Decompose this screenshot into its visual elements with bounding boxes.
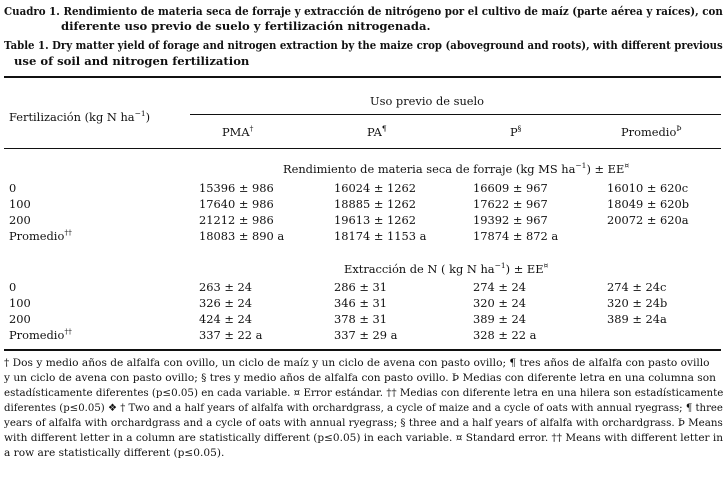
table-cell: 18049 ± 620b bbox=[607, 197, 690, 211]
group-rule bbox=[190, 114, 721, 115]
caption-en-line2: use of soil and nitrogen fertilization bbox=[14, 54, 250, 68]
row-label: 200 bbox=[9, 213, 31, 227]
table-cell: 16010 ± 620c bbox=[607, 181, 689, 195]
fertilization-header: Fertilización (kg N $ha^{-1}$) bbox=[9, 109, 151, 124]
table-cell: 21212 ± 986 bbox=[199, 213, 274, 227]
table-cell: 19392 ± 967 bbox=[473, 213, 548, 227]
table-cell: 274 ± 24c bbox=[607, 280, 667, 294]
row-label: 100 bbox=[9, 296, 31, 310]
header-rule bbox=[4, 148, 721, 149]
footnote-line: † Dos y medio años de alfalfa con ovillo, un ciclo de maíz y un ciclo de avena con pasto ovillo; ¶ tres años de alfalfa con pasto ovillo bbox=[4, 357, 710, 369]
table-cell: 389 ± 24a bbox=[607, 312, 667, 326]
footnote-line: years of alfalfa with orchardgrass and a cycle of oats with annual ryegrass; § three and a half years of alfalfa with orchardgrass. Þ Means bbox=[4, 417, 723, 429]
table-cell: 18083 ± 890 a bbox=[199, 229, 285, 243]
table-cell: 337 ± 29 a bbox=[334, 328, 398, 342]
col-header-p: P§ bbox=[510, 124, 522, 139]
table-cell: 16024 ± 1262 bbox=[334, 181, 417, 195]
table-cell: 19613 ± 1262 bbox=[334, 213, 417, 227]
table-cell: 17640 ± 986 bbox=[199, 197, 274, 211]
row-label: 100 bbox=[9, 197, 31, 211]
table-cell: 18174 ± 1153 a bbox=[334, 229, 427, 243]
table-cell: 346 ± 31 bbox=[334, 296, 388, 310]
footnote-line: y un ciclo de avena con pasto ovillo; § tres y medio años de alfalfa con pasto ovillo. Þ Medias con diferente letra en una columna son bbox=[4, 372, 716, 384]
row-label: 0 bbox=[9, 280, 17, 294]
table-cell: 274 ± 24 bbox=[473, 280, 527, 294]
footnote-line: with different letter in a column are statistically different (p≤0.05) in each variable. ¤ Standard error. †† Means with different letter in bbox=[4, 432, 724, 444]
row-label-promedio: Promedio†† bbox=[9, 327, 72, 342]
col-header-promedio: Promedio$^Þ$ bbox=[621, 124, 682, 139]
table-cell: 263 ± 24 bbox=[199, 280, 253, 294]
table-cell: 17874 ± 872 a bbox=[473, 229, 559, 243]
table-cell: 286 ± 31 bbox=[334, 280, 388, 294]
table-cell: 328 ± 22 a bbox=[473, 328, 537, 342]
table-cell: 17622 ± 967 bbox=[473, 197, 548, 211]
col-header-pma: PMA† bbox=[222, 124, 254, 139]
row-label: 0 bbox=[9, 181, 17, 195]
table-cell: 16609 ± 967 bbox=[473, 181, 548, 195]
table-cell: 15396 ± 986 bbox=[199, 181, 274, 195]
table-cell: 320 ± 24 bbox=[473, 296, 527, 310]
table-cell: 326 ± 24 bbox=[199, 296, 253, 310]
soil-use-header: Uso previo de suelo bbox=[370, 94, 485, 108]
footnote-line: a row are statistically different (p≤0.05). bbox=[4, 447, 225, 459]
footnote-line: diferentes (p≤0.05) ❖ † Two and a half years of alfalfa with orchardgrass, a cycle of maize and a cycle of oats with annual ryegrass; ¶ three bbox=[4, 402, 723, 414]
table-cell: 18885 ± 1262 bbox=[334, 197, 417, 211]
bottom-rule bbox=[4, 349, 721, 351]
top-rule bbox=[4, 76, 721, 78]
section2-title: Extracción de N ( kg N $ha^{-1}) \pm EE^¤$ bbox=[344, 261, 549, 276]
table-cell: 320 ± 24b bbox=[607, 296, 668, 310]
caption-es-line1: Cuadro 1. Rendimiento de materia seca de forraje y extracción de nitrógeno por el cultivo de maíz (parte aérea y raíces), con bbox=[4, 4, 723, 18]
table-cell: 337 ± 22 a bbox=[199, 328, 263, 342]
table-cell: 424 ± 24 bbox=[199, 312, 253, 326]
footnote-line: estadísticamente diferentes (p≤0.05) en cada variable. ¤ Error estándar. †† Medias con diferente letra en una hilera son estadísticamente bbox=[4, 387, 724, 399]
caption-en-line1: Table 1. Dry matter yield of forage and nitrogen extraction by the maize crop (aboveground and roots), with different previous bbox=[4, 38, 723, 52]
row-label-promedio: Promedio†† bbox=[9, 228, 72, 243]
col-header-pa: PA¶ bbox=[367, 124, 387, 139]
row-label: 200 bbox=[9, 312, 31, 326]
section1-title: Rendimiento de materia seca de forraje (kg MS $ha^{-1}) \pm EE^¤$ bbox=[283, 161, 630, 176]
caption-es-line2: diferente uso previo de suelo y fertilización nitrogenada. bbox=[61, 19, 431, 33]
table-cell: 378 ± 31 bbox=[334, 312, 388, 326]
table-cell: 20072 ± 620a bbox=[607, 213, 689, 227]
table-cell: 389 ± 24 bbox=[473, 312, 527, 326]
